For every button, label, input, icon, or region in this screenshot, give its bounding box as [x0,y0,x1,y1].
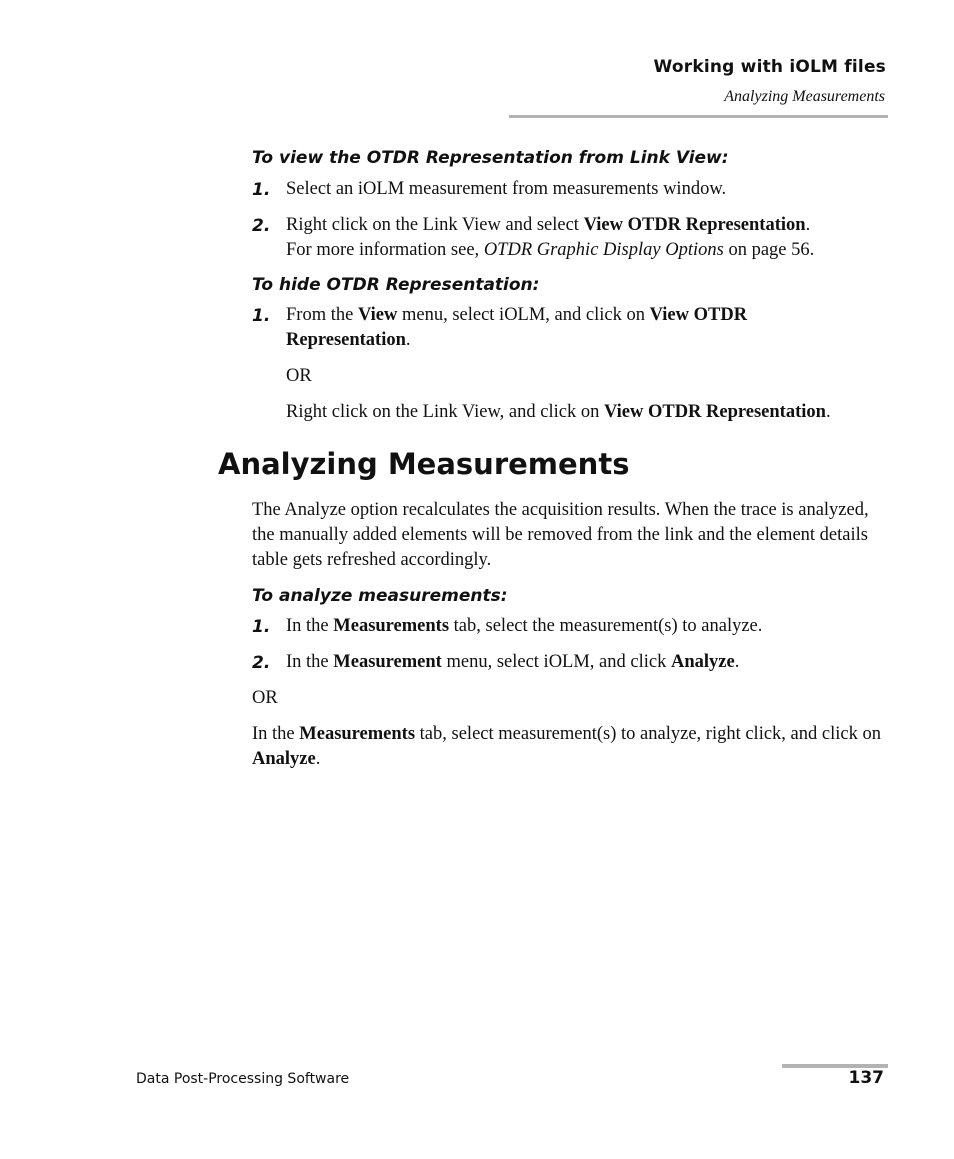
text-run: menu, select iOLM, and click on [397,305,650,325]
or-text: OR [252,688,278,708]
text-run: tab, select measurement(s) to analyze, right click, and click on [415,724,881,744]
running-header-section: Analyzing Measurements [724,88,885,105]
text-run: Right click on the Link View and select [286,215,584,235]
text-run: In the [286,652,334,672]
ui-term: Analyze [252,749,316,769]
cross-reference: OTDR Graphic Display Options [483,240,724,260]
step-number: 2. [252,653,271,673]
ui-term: Measurement [333,652,442,672]
text-run: . [315,749,321,769]
text-run: on page 56. [723,240,815,260]
procedure-title-hide-otdr: To hide OTDR Representation: [252,275,540,295]
or-text: OR [286,366,312,386]
step-number: 1. [252,306,271,326]
text-run: From the [286,305,358,325]
section-heading: Analyzing Measurements [218,447,630,481]
ui-term: Measurements [333,616,450,636]
procedure-title-view-otdr: To view the OTDR Representation from Link View: [252,148,729,168]
ui-term: View OTDR Representation [583,215,806,235]
step-number: 1. [252,180,271,200]
text-run: tab, select the measurement(s) to analyze. [449,616,763,636]
step-text [286,650,896,675]
text-run: menu, select iOLM, and click [441,652,671,672]
ui-term: Analyze [670,652,735,672]
ui-term: View OTDR Representation [286,305,748,350]
text-run: Right click on the Link View, and click on [286,402,604,422]
intro-paragraph: The Analyze option recalculates the acquisition results. When the trace is analyzed, the manually added elements will be removed from the link and the element details table gets refreshed accordingly. [252,500,869,570]
text-run: For more information see, [286,240,484,260]
step-number: 2. [252,216,271,236]
procedure-title-analyze: To analyze measurements: [252,586,508,606]
ui-term: View OTDR Representation [603,402,826,422]
text-run: . [805,215,811,235]
step-text [286,213,896,263]
ui-term: Measurements [299,724,416,744]
alternative-text [252,722,882,772]
text-run: . [825,402,831,422]
running-header-chapter: Working with iOLM files [653,57,886,77]
step-text: Select an iOLM measurement from measurements window. [286,179,727,199]
step-text [286,303,826,353]
ui-term: View [357,305,398,325]
text-run: . [405,330,411,350]
step-number: 1. [252,617,271,637]
page-number: 137 [848,1068,884,1088]
header-rule [509,115,888,118]
text-run: In the [252,724,300,744]
alternative-text [286,400,896,425]
text-run: In the [286,616,334,636]
footer-product-name: Data Post-Processing Software [136,1071,350,1087]
step-text [286,614,896,639]
text-run: . [734,652,740,672]
